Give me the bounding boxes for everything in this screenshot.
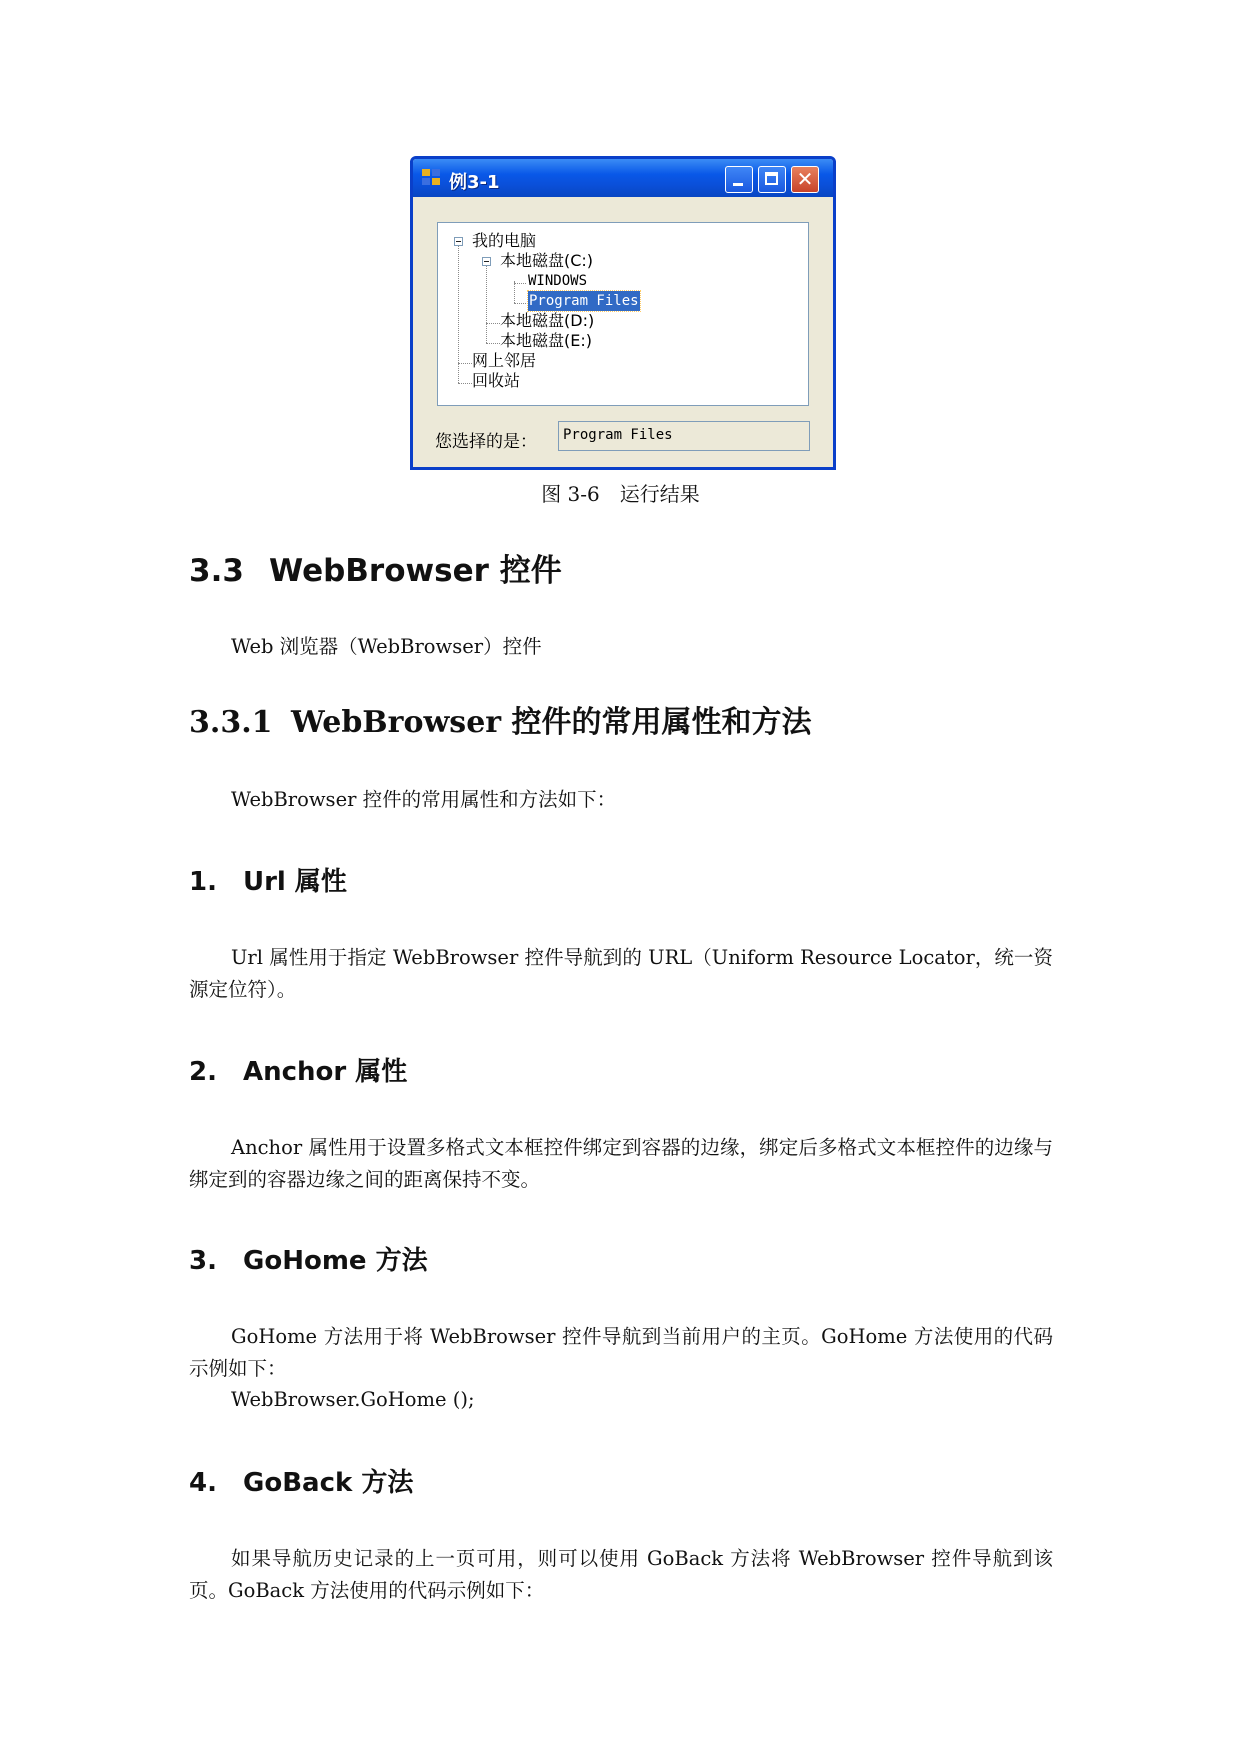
selection-textbox[interactable]: Program Files <box>558 421 810 451</box>
item-heading-goback <box>189 1462 413 1499</box>
collapse-toggle-drive-c[interactable] <box>482 257 491 266</box>
tree-connector <box>514 281 515 303</box>
item-number: 3. <box>189 1246 217 1276</box>
collapse-toggle-my-computer[interactable] <box>454 237 463 246</box>
item-heading-gohome <box>189 1240 428 1277</box>
subsection-number: 3.3.1 <box>189 705 273 740</box>
item-text-url: Url 属性用于指定 WebBrowser 控件导航到的 URL（Uniform Resource Locator，统一资源定位符）。 <box>189 946 1053 1001</box>
tree-connector <box>486 261 487 343</box>
tree-node-my-computer[interactable]: 我的电脑 <box>472 231 537 250</box>
tree-connector <box>514 283 526 284</box>
item-number: 1. <box>189 867 217 897</box>
maximize-button[interactable] <box>758 166 786 193</box>
code-example-gohome: WebBrowser.GoHome (); <box>231 1388 475 1411</box>
item-text-gohome: GoHome 方法用于将 WebBrowser 控件导航到当前用户的主页。GoHome 方法使用的代码示例如下： <box>189 1325 1053 1380</box>
tree-connector <box>458 383 472 384</box>
tree-node-program-files[interactable]: Program Files <box>529 293 639 309</box>
tree-connector <box>486 323 500 324</box>
folder-tree-view[interactable] <box>437 222 809 406</box>
close-button[interactable] <box>791 166 819 193</box>
tree-connector <box>486 343 500 344</box>
item-text-anchor: Anchor 属性用于设置多格式文本框控件绑定到容器的边缘，绑定后多格式文本框控件的边缘与绑定到的容器边缘之间的距离保持不变。 <box>189 1136 1053 1191</box>
subsection-heading <box>189 697 812 741</box>
minimize-button[interactable] <box>725 166 753 193</box>
minimize-icon <box>733 183 743 186</box>
section-heading <box>189 545 562 590</box>
item-text-goback: 如果导航历史记录的上一页可用，则可以使用 GoBack 方法将 WebBrowser 控件导航到该页。GoBack 方法使用的代码示例如下： <box>189 1547 1053 1602</box>
tree-node-drive-d[interactable]: 本地磁盘(D:) <box>500 311 595 330</box>
window-titlebar[interactable] <box>413 159 833 197</box>
tree-node-windows[interactable]: WINDOWS <box>528 273 588 289</box>
window-title: 例3-1 <box>449 172 500 193</box>
item-title: GoBack 方法 <box>243 1468 414 1498</box>
selection-label: 您选择的是： <box>435 432 537 452</box>
section-title: WebBrowser 控件 <box>269 553 562 589</box>
item-number: 2. <box>189 1057 217 1087</box>
close-icon: ✕ <box>796 167 814 191</box>
item-number: 4. <box>189 1468 217 1498</box>
subsection-intro: WebBrowser 控件的常用属性和方法如下： <box>231 788 617 811</box>
tree-connector <box>458 363 472 364</box>
tree-node-network[interactable]: 网上邻居 <box>472 351 537 370</box>
tree-connector <box>458 241 459 383</box>
tree-node-drive-e[interactable]: 本地磁盘(E:) <box>500 331 592 350</box>
tree-node-recycle-bin[interactable]: 回收站 <box>472 371 521 390</box>
item-title: Url 属性 <box>243 867 347 897</box>
item-title: Anchor 属性 <box>243 1057 408 1087</box>
item-title: GoHome 方法 <box>243 1246 428 1276</box>
subsection-title: WebBrowser 控件的常用属性和方法 <box>291 705 812 740</box>
section-number: 3.3 <box>189 553 244 589</box>
tree-node-drive-c[interactable]: 本地磁盘(C:) <box>500 251 594 270</box>
tree-connector <box>514 303 526 304</box>
example-window <box>410 156 836 470</box>
figure-caption: 图 3-6 运行结果 <box>541 482 700 506</box>
item-heading-url <box>189 861 347 898</box>
item-heading-anchor <box>189 1051 407 1088</box>
maximize-icon <box>765 172 778 185</box>
section-intro: Web 浏览器（WebBrowser）控件 <box>231 635 542 658</box>
app-icon <box>422 169 442 187</box>
